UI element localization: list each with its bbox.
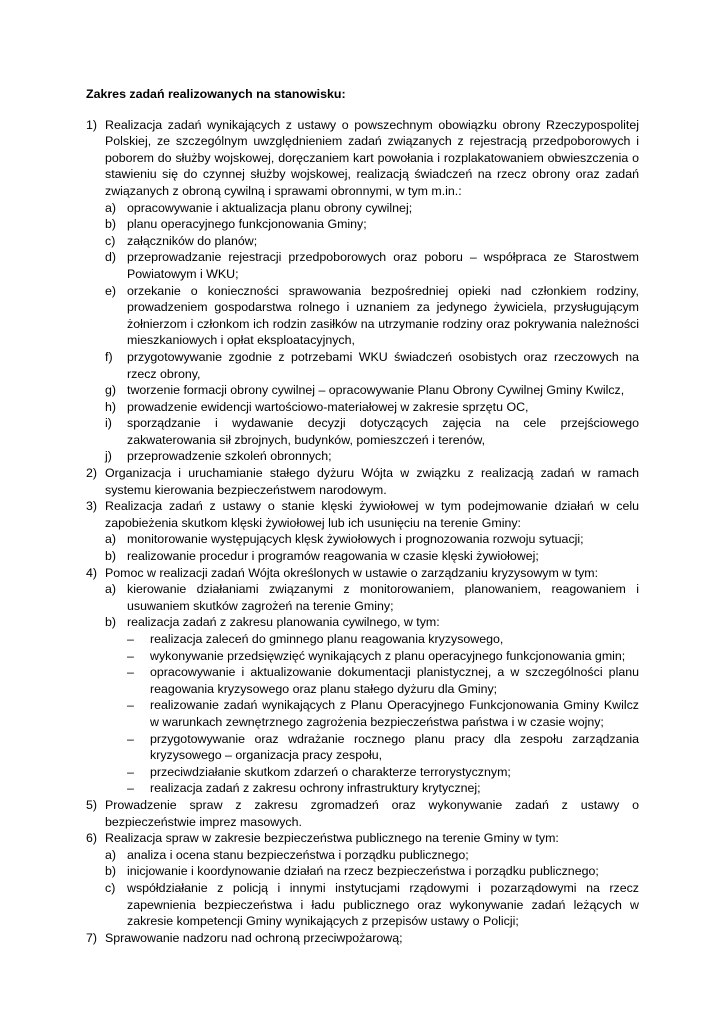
list-item: [86, 498, 639, 564]
item-text: przeciwdziałanie skutkom zdarzeń o charakterze terrorystycznym;: [150, 764, 511, 779]
item-marker: 3): [86, 499, 98, 514]
item-marker: 7): [86, 930, 98, 945]
item-text: sporządzanie i wydawanie decyzji dotyczących zajęcia na cele przejściowego zakwaterowania sił zbrojnych, budynków, pomieszczeń i terenów,: [127, 416, 639, 447]
dash-list-item: [127, 731, 639, 764]
sub-list-item: [105, 415, 639, 448]
item-marker: c): [105, 233, 116, 248]
item-marker: a): [105, 582, 117, 597]
item-text: realizowanie procedur i programów reagowania w czasie klęski żywiołowej;: [127, 549, 539, 564]
document-page: [86, 86, 639, 946]
item-text: Pomoc w realizacji zadań Wójta określonych w ustawie o zarządzaniu kryzysowym w tym:: [105, 565, 599, 580]
item-marker: b): [105, 615, 117, 630]
item-text: realizacja zaleceń do gminnego planu reagowania kryzysowego,: [150, 632, 504, 646]
item-marker: a): [105, 847, 117, 862]
item-text: wykonywanie przedsięwzięć wynikających z planu operacyjnego funkcjonowania gmin;: [150, 648, 626, 663]
sub-list-item: [105, 531, 639, 548]
task-list: [86, 117, 639, 947]
item-text: współdziałanie z policją i innymi instytucjami rządowymi i pozarządowymi na rzecz zapewnienia bezpieczeństwa i ładu publicznego oraz wykonywanie zadań leżących w zakresie kompetencji Gminy wynikających z przepisów ustawy o Policji;: [127, 880, 639, 929]
item-text: planu operacyjnego funkcjonowania Gminy;: [127, 217, 367, 232]
item-text: monitorowanie występujących klęsk żywiołowych i prognozowania rozwoju sytuacji;: [127, 532, 584, 547]
list-item: [86, 565, 639, 797]
sub-list-item: [105, 863, 639, 880]
item-marker: h): [105, 399, 117, 414]
dash-list-item: [127, 764, 639, 781]
item-marker: –: [127, 781, 134, 796]
item-marker: f): [105, 349, 113, 364]
item-marker: –: [127, 731, 134, 746]
item-marker: 6): [86, 831, 98, 846]
item-marker: c): [105, 880, 116, 895]
item-text: tworzenie formacji obrony cywilnej – opracowywanie Planu Obrony Cywilnej Gminy Kwilcz,: [127, 383, 625, 398]
item-text: Realizacja spraw w zakresie bezpieczeństwa publicznego na terenie Gminy w tym:: [105, 831, 559, 846]
item-text: przygotowywanie zgodnie z potrzebami WKU świadczeń osobistych oraz rzeczowych na rzecz obrony,: [127, 349, 639, 381]
item-marker: a): [105, 200, 117, 215]
sub-list: [105, 531, 639, 564]
item-text: Organizacja i uruchamianie stałego dyżuru Wójta w związku z realizacją zadań w ramach systemu kierowania bezpieczeństwem narodowym.: [105, 466, 639, 497]
item-text: Realizacja zadań wynikających z ustawy o powszechnym obowiązku obrony Rzeczypospolitej Polskiej, ze szczególnym uwzględnieniem zadań związanych z rejestracją przedpoborowych i poborem do służby wojskowej, doręczaniem kart powołania i rozplakatowaniem obwieszczenia o stawieniu się do czynnej służby wojskowej, realizacją świadczeń na rzecz obrony oraz zadań związanych z obroną cywilną i sprawami obronnymi, w tym m.in.:: [105, 117, 639, 198]
sub-list-item: [105, 880, 639, 930]
item-text: analiza i ocena stanu bezpieczeństwa i porządku publicznego;: [127, 847, 469, 862]
item-marker: 1): [86, 117, 98, 132]
sub-list-item: [105, 216, 639, 233]
item-text: realizowanie zadań wynikających z Planu Operacyjnego Funkcjonowania Gminy Kwilcz w warunkach zewnętrznego zagrożenia bezpieczeństwa państwa i w czasie wojny;: [150, 698, 639, 729]
page-title: Zakres zadań realizowanych na stanowisku:: [86, 87, 346, 101]
item-text: opracowywanie i aktualizowanie dokumentacji planistycznej, a w szczególności planu reagowania kryzysowego oraz planu stałego dyżuru dla Gminy;: [150, 665, 639, 696]
sub-list-item: [105, 614, 639, 797]
item-marker: b): [105, 549, 117, 564]
sub-list-item: [105, 349, 639, 382]
item-marker: –: [127, 698, 134, 713]
item-marker: a): [105, 532, 117, 547]
list-item: [86, 465, 639, 498]
item-text: prowadzenie ewidencji wartościowo-materiałowej w zakresie sprzętu OC,: [127, 399, 529, 414]
sub-list-item: [105, 448, 639, 465]
sub-list-item: [105, 847, 639, 864]
item-marker: e): [105, 283, 117, 298]
item-text: kierowanie działaniami związanymi z monitorowaniem, planowaniem, reagowaniem i usuwaniem skutków zagrożeń na terenie Gminy;: [127, 582, 639, 613]
sub-list: [105, 200, 639, 466]
sub-list-item: [105, 249, 639, 282]
list-item: [86, 117, 639, 465]
list-item: [86, 830, 639, 930]
item-text: Realizacja zadań z ustawy o stanie klęski żywiołowej w tym podejmowanie działań w celu zapobieżenia skutkom klęski żywiołowej lub ich usunięciu na terenie Gminy:: [105, 499, 639, 530]
sub-list-item: [105, 233, 639, 250]
item-text: realizacja zadań z zakresu planowania cywilnego, w tym:: [127, 615, 440, 630]
item-text: Sprawowanie nadzoru nad ochroną przeciwpożarową;: [105, 930, 403, 945]
item-marker: b): [105, 864, 117, 879]
list-item: [86, 797, 639, 830]
item-marker: b): [105, 217, 117, 232]
item-marker: d): [105, 250, 117, 265]
list-item: [86, 930, 639, 947]
sub-list-item: [105, 283, 639, 349]
item-marker: i): [105, 416, 112, 431]
sub-list-item: [105, 200, 639, 217]
item-text: załączników do planów;: [127, 233, 258, 248]
sub-list: [105, 847, 639, 930]
item-text: opracowywanie i aktualizacja planu obrony cywilnej;: [127, 200, 413, 215]
item-text: Prowadzenie spraw z zakresu zgromadzeń oraz wykonywanie zadań z ustawy o bezpieczeństwie imprez masowych.: [105, 797, 639, 829]
item-text: realizacja zadań z zakresu ochrony infrastruktury krytycznej;: [150, 781, 481, 796]
item-text: orzekanie o konieczności sprawowania bezpośredniej opieki nad członkiem rodziny, prowadzeniem gospodarstwa rolnego i uznaniem za jedynego żywiciela, przysługującym żołnierzom i członkom ich rodzin zasiłków na utrzymanie rodziny oraz pokrywania należności mieszkaniowych i opłat eksploatacyjnych,: [127, 283, 639, 348]
item-marker: 4): [86, 565, 98, 580]
sub-list: [105, 581, 639, 797]
item-text: przeprowadzenie szkoleń obronnych;: [127, 449, 332, 464]
item-marker: –: [127, 665, 134, 680]
item-marker: –: [127, 648, 134, 663]
dash-list-item: [127, 631, 639, 648]
dash-list-item: [127, 648, 639, 665]
sub-list-item: [105, 548, 639, 565]
item-marker: –: [127, 632, 134, 646]
item-marker: j): [105, 449, 112, 464]
dash-list-item: [127, 780, 639, 797]
item-text: inicjowanie i koordynowanie działań na rzecz bezpieczeństwa i porządku publicznego;: [127, 864, 599, 879]
sub-list-item: [105, 382, 639, 399]
dash-list-item: [127, 697, 639, 730]
sub-list-item: [105, 399, 639, 416]
sub-list-item: [105, 581, 639, 614]
item-marker: g): [105, 383, 117, 398]
item-text: przeprowadzanie rejestracji przedpoborowych oraz poboru – współpraca ze Starostwem Powiatowym i WKU;: [127, 250, 639, 281]
sub-list: [127, 631, 639, 797]
item-marker: 5): [86, 797, 98, 812]
item-text: przygotowywanie oraz wdrażanie rocznego planu pracy dla zespołu zarządzania kryzysowego – organizacja pracy zespołu,: [150, 731, 639, 763]
dash-list-item: [127, 664, 639, 697]
item-marker: –: [127, 764, 134, 779]
item-marker: 2): [86, 466, 98, 481]
